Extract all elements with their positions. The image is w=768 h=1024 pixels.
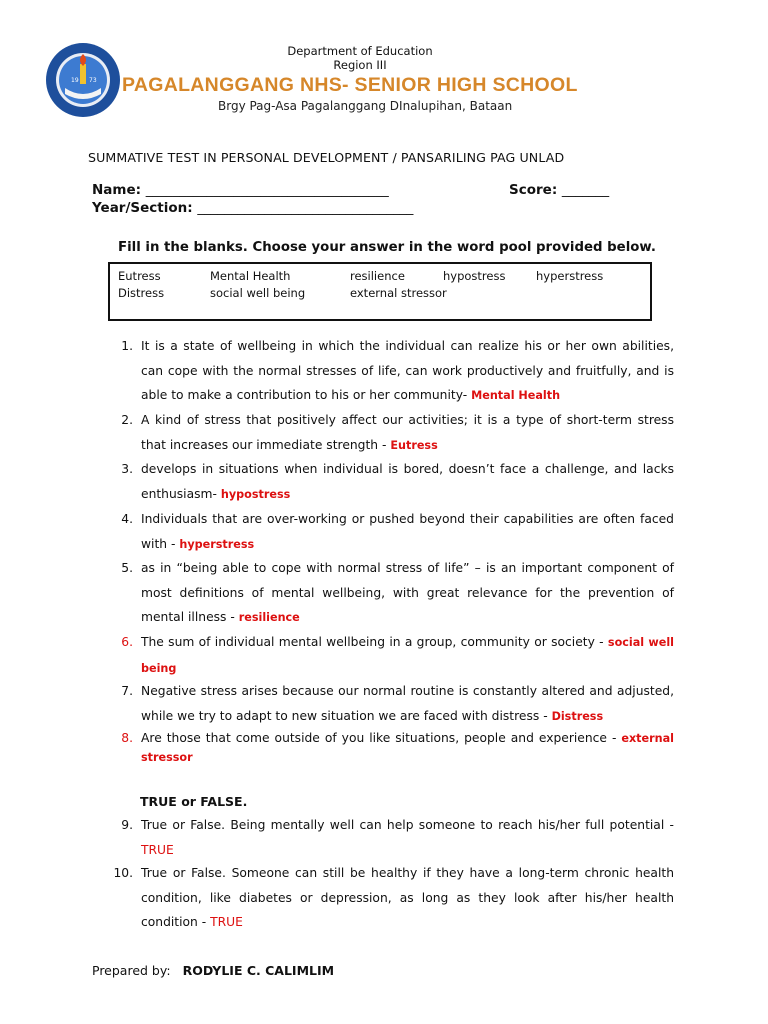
word-pool-item: social well being — [210, 286, 306, 300]
word-pool-item: Distress — [118, 286, 165, 300]
answer-text: Mental Health — [471, 389, 561, 403]
question-number: 7. — [121, 684, 133, 698]
word-pool-item: hypostress — [443, 269, 506, 283]
question-number: 6. — [121, 635, 133, 649]
answer-text: social well being — [141, 636, 674, 675]
word-pool-item: Eutress — [118, 269, 161, 283]
question-number: 5. — [121, 561, 133, 575]
question-item — [113, 813, 674, 862]
word-pool-box — [108, 262, 652, 321]
answer-text: TRUE — [141, 842, 174, 857]
question-number: 9. — [121, 818, 133, 832]
score-field[interactable] — [509, 182, 609, 198]
answer-text: Distress — [551, 709, 604, 723]
question-item — [113, 729, 674, 767]
name-label: Name: — [92, 182, 142, 198]
question-number: 8. — [121, 731, 133, 745]
true-false-header: TRUE or FALSE. — [140, 794, 248, 809]
section-field[interactable] — [92, 200, 413, 216]
section-line: ________________________________ — [197, 200, 414, 216]
word-pool-item: external stressor — [350, 286, 447, 300]
department-text: Department of Education — [287, 44, 433, 58]
question-text: Negative stress arises because our normal routine is constantly altered and adjusted, while we try to adapt to new situation we are faced with distress - — [141, 684, 674, 723]
answer-text: hypostress — [220, 487, 291, 501]
question-item — [113, 630, 674, 681]
answer-text: Eutress — [390, 438, 438, 452]
question-item — [113, 507, 674, 557]
question-item — [113, 457, 674, 507]
question-item — [113, 861, 674, 935]
question-number: 1. — [121, 339, 133, 353]
prepared-label: Prepared by: — [92, 963, 171, 978]
svg-text:73: 73 — [89, 77, 97, 84]
prepared-name: RODYLIE C. CALIMLIM — [182, 963, 335, 978]
question-text: Are those that come outside of you like situations, people and experience - — [141, 731, 617, 745]
question-number: 4. — [121, 512, 133, 526]
school-name: PAGALANGGANG NHS- SENIOR HIGH SCHOOL — [122, 74, 578, 96]
question-text: It is a state of wellbeing in which the individual can realize his or her own abilities, can cope with the normal stresses of life, can work productively and fruitfully, and is able to make a contribution to his or her community- — [141, 339, 674, 403]
name-field[interactable] — [92, 182, 389, 198]
question-text: develops in situations when individual is bored, doesn’t face a challenge, and lacks enthusiasm- — [141, 462, 674, 501]
section-label: Year/Section: — [92, 200, 193, 216]
question-number: 2. — [121, 413, 133, 427]
answer-text: resilience — [238, 611, 300, 625]
question-item — [113, 679, 674, 729]
svg-text:19: 19 — [71, 77, 79, 84]
school-address: Brgy Pag-Asa Pagalanggang DInalupihan, Bataan — [218, 99, 513, 113]
word-pool-item: resilience — [350, 269, 405, 283]
name-line: ____________________________________ — [145, 182, 389, 198]
question-number: 10. — [113, 866, 133, 880]
prepared-by — [92, 963, 334, 978]
question-text: Individuals that are over-working or pushed beyond their capabilities are often faced with - — [141, 512, 674, 551]
word-pool-item: hyperstress — [536, 269, 604, 283]
school-logo — [45, 42, 121, 118]
question-text: A kind of stress that positively affect our activities; it is a type of short-term stress that increases our immediate strength - — [141, 413, 674, 452]
answer-text: hyperstress — [179, 537, 255, 551]
question-number: 3. — [121, 462, 133, 476]
answer-text: TRUE — [210, 915, 243, 930]
question-item — [113, 556, 674, 631]
score-line: _______ — [561, 182, 610, 198]
question-text: The sum of individual mental wellbeing in a group, community or society - — [141, 635, 604, 649]
question-text: True or False. Being mentally well can help someone to reach his/her full potential - — [141, 818, 674, 832]
question-text: as in “being able to cope with normal stress of life” – is an important component of most definitions of mental wellbeing, with great relevance for the prevention of mental illness - — [141, 561, 674, 625]
question-text: True or False. Someone can still be healthy if they have a long-term chronic health condition, like diabetes or depression, as long as they look after his/her health condition - — [141, 866, 674, 930]
region-text: Region III — [333, 58, 387, 72]
score-label: Score: — [509, 182, 558, 198]
question-item — [113, 408, 674, 458]
test-title: SUMMATIVE TEST IN PERSONAL DEVELOPMENT / PANSARILING PAG UNLAD — [88, 150, 565, 165]
word-pool-item: Mental Health — [210, 269, 291, 283]
instruction-text: Fill in the blanks. Choose your answer in the word pool provided below. — [118, 240, 656, 255]
question-item — [113, 334, 674, 409]
answer-text: external stressor — [141, 732, 674, 764]
